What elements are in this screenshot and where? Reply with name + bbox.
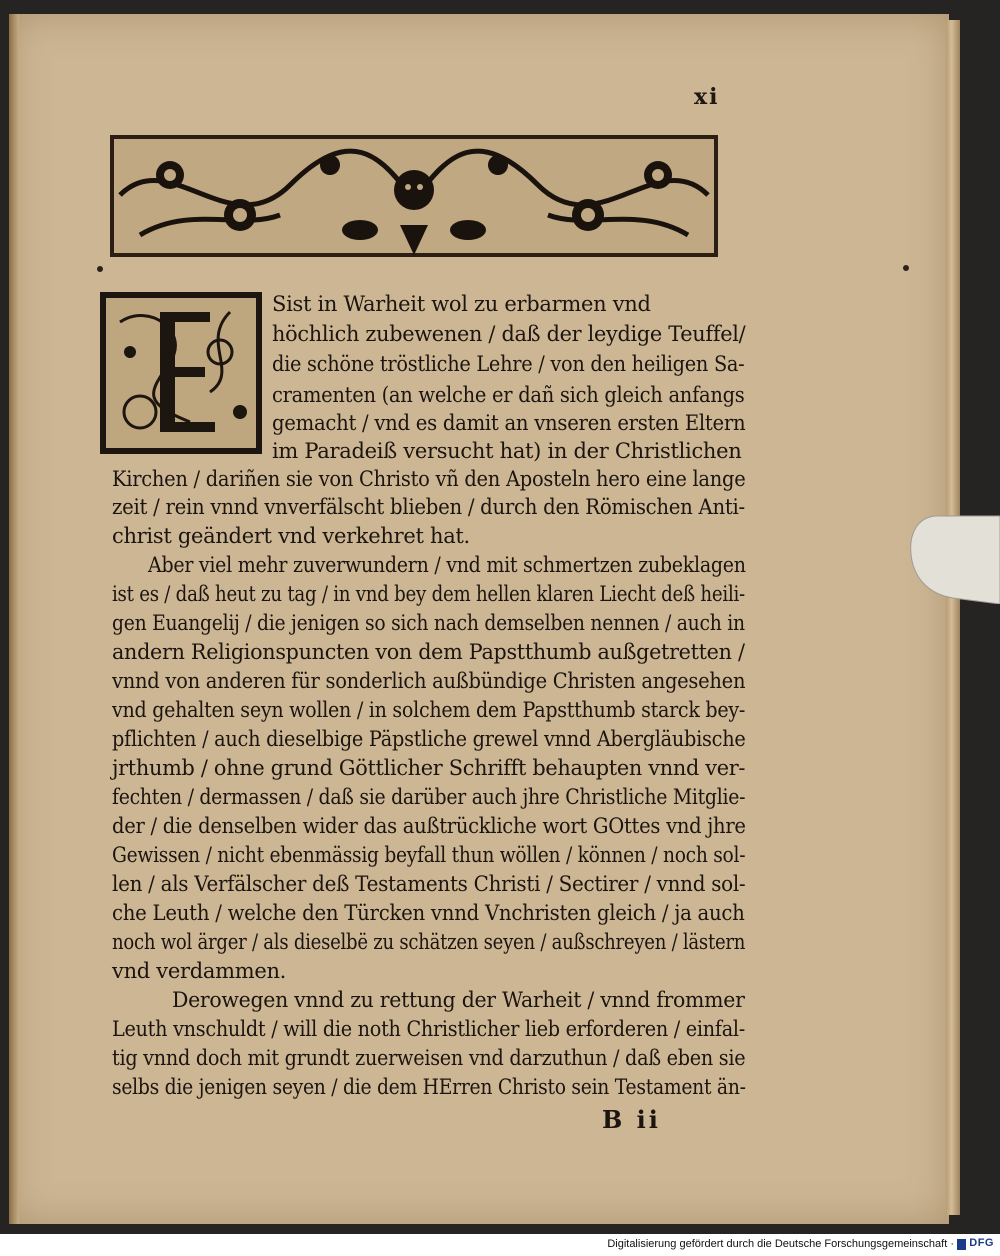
text-line: gemacht / vnd es damit an vnseren ersten Eltern: [272, 411, 746, 435]
text-line: fechten / dermassen / daß sie darüber auch jhre Christliche Mitglie-: [112, 785, 746, 809]
text-line: pflichten / auch dieselbige Päpstliche grewel vnnd Abergläubische: [112, 727, 746, 751]
text-line: vnd verdammen.: [112, 959, 287, 983]
text-line: Derowegen vnnd zu rettung der Warheit / vnnd frommer: [172, 988, 745, 1012]
ink-dot: [903, 265, 909, 271]
page-number: xi: [694, 84, 720, 110]
text-line: jrthumb / ohne grund Göttlicher Schrifft behaupten vnnd ver-: [112, 756, 746, 780]
text-line: höchlich zubewenen / daß der leydige Teuffel/: [272, 322, 746, 346]
text-line: Leuth vnschuldt / will die noth Christlicher lieb erforderen / einfal-: [112, 1017, 745, 1041]
dfg-logo-icon: [957, 1239, 966, 1250]
text-line: zeit / rein vnnd vnverfälscht blieben / durch den Römischen Anti-: [112, 495, 745, 519]
text-line: vnnd von anderen für sonderlich außbündige Christen angesehen: [112, 669, 746, 693]
text-line: Kirchen / dariñen sie von Christo vñ den Aposteln hero eine lange: [112, 467, 746, 491]
text-line: Aber viel mehr zuverwundern / vnd mit schmertzen zubeklagen: [148, 553, 746, 577]
page-signature: B ii: [602, 1105, 661, 1134]
text-line: der / die denselben wider das außtrückliche wort GOttes vnd jhre: [112, 814, 746, 838]
dfg-logo: DFG: [969, 1237, 994, 1249]
text-line: selbs die jenigen seyen / die dem HErren Christo sein Testament än-: [112, 1075, 746, 1099]
text-line: gen Euangelij / die jenigen so sich nach demselben nennen / auch in: [112, 611, 745, 635]
text-line: im Paradeiß versucht hat) in der Christlichen: [272, 439, 742, 463]
text-line: Gewissen / nicht ebenmässig beyfall thun wöllen / können / noch sol-: [112, 843, 746, 867]
binding-edge: [9, 14, 19, 1224]
text-line: Sist in Warheit wol zu erbarmen vnd: [272, 292, 651, 316]
text-line: andern Religionspuncten von dem Papstthumb außgetretten /: [112, 640, 745, 664]
ornamental-headpiece-icon: [110, 135, 718, 257]
text-line: che Leuth / welche den Türcken vnnd Vnchristen gleich / ja auch: [112, 901, 745, 925]
decorated-initial-icon: [100, 292, 262, 454]
ink-dot: [97, 266, 103, 272]
text-line: die schöne tröstliche Lehre / von den heiligen Sa-: [272, 352, 745, 376]
page-edge: [946, 20, 960, 1215]
text-line: len / als Verfälscher deß Testaments Christi / Sectirer / vnnd sol-: [112, 872, 746, 896]
text-line: cramenten (an welche er dañ sich gleich anfangs: [272, 383, 745, 407]
funding-credit: Digitalisierung gefördert durch die Deutsche Forschungsgemeinschaft ·: [607, 1238, 954, 1250]
text-line: tig vnnd doch mit grundt zuerweisen vnd darzuthun / daß eben sie: [112, 1046, 746, 1070]
text-line: christ geändert vnd verkehret hat.: [112, 524, 470, 548]
footer-bar: [0, 1234, 1000, 1256]
text-line: noch wol ärger / als dieselbë zu schätzen seyen / außschreyen / lästern: [112, 930, 746, 954]
bookmark-tab: [905, 512, 1000, 604]
text-line: vnd gehalten seyn wollen / in solchem dem Papstthumb starck bey-: [112, 698, 746, 722]
text-line: ist es / daß heut zu tag / in vnd bey dem hellen klaren Liecht deß heili-: [112, 582, 745, 606]
